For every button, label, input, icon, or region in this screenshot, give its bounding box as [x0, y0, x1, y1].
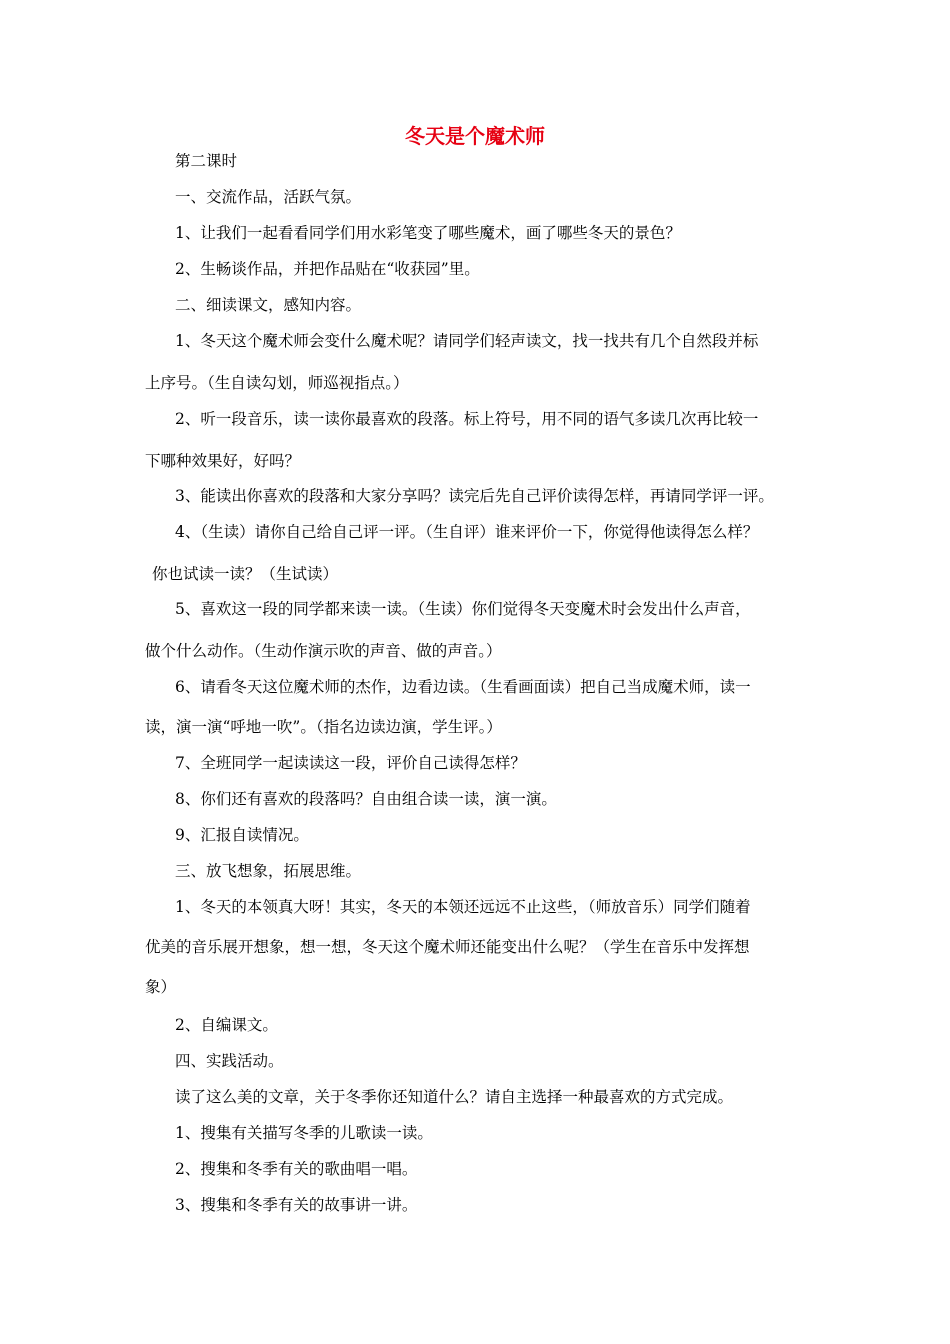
document-title: 冬天是个魔术师 — [405, 124, 545, 148]
section-heading: 四、实践活动。 — [175, 1052, 284, 1070]
paragraph-line: 2、自编课文。 — [175, 1016, 278, 1034]
section-heading: 二、细读课文，感知内容。 — [175, 296, 362, 314]
paragraph-line: 4、（生读）请你自己给自己评一评。（生自评）谁来评价一下，你觉得他读得怎么样？ — [175, 523, 759, 541]
paragraph-line: 5、喜欢这一段的同学都来读一读。（生读）你们觉得冬天变魔术时会发出什么声音， — [175, 600, 751, 618]
paragraph-line: 1、让我们一起看看同学们用水彩笔变了哪些魔术，画了哪些冬天的景色？ — [175, 224, 681, 242]
paragraph-line: 你也试读一读？（生试读） — [152, 565, 339, 583]
paragraph-line: 象） — [145, 978, 177, 996]
section-heading: 一、交流作品，活跃气氛。 — [175, 188, 362, 206]
section-heading: 三、放飞想象，拓展思维。 — [175, 862, 362, 880]
paragraph-line: 读，演一演“呼地一吹”。（指名边读边演，学生评。） — [145, 718, 502, 736]
paragraph-line: 做个什么动作。（生动作演示吹的声音、做的声音。） — [145, 642, 502, 660]
paragraph-line: 1、冬天的本领真大呀！其实，冬天的本领还远远不止这些，（师放音乐）同学们随着 — [175, 898, 751, 916]
paragraph-line: 7、全班同学一起读读这一段，评价自己读得怎样？ — [175, 754, 526, 772]
paragraph-line: 2、听一段音乐，读一读你最喜欢的段落。标上符号，用不同的语气多读几次再比较一 — [175, 410, 759, 428]
paragraph-line: 上序号。（生自读勾划，师巡视指点。） — [145, 374, 409, 392]
paragraph-line: 2、生畅谈作品，并把作品贴在“收获园”里。 — [175, 260, 480, 278]
paragraph-line: 下哪种效果好，好吗？ — [145, 452, 301, 470]
paragraph-line: 读了这么美的文章，关于冬季你还知道什么？请自主选择一种最喜欢的方式完成。 — [175, 1088, 734, 1106]
lesson-label: 第二课时 — [175, 152, 238, 170]
paragraph-line: 2、搜集和冬季有关的歌曲唱一唱。 — [175, 1160, 418, 1178]
paragraph-line: 3、搜集和冬季有关的故事讲一讲。 — [175, 1196, 418, 1214]
paragraph-line: 3、能读出你喜欢的段落和大家分享吗？读完后先自己评价读得怎样，再请同学评一评。 — [175, 487, 774, 505]
paragraph-line: 6、请看冬天这位魔术师的杰作，边看边读。（生看画面读）把自己当成魔术师，读一 — [175, 678, 751, 696]
paragraph-line: 优美的音乐展开想象，想一想，冬天这个魔术师还能变出什么呢？（学生在音乐中发挥想 — [145, 938, 750, 956]
paragraph-line: 9、汇报自读情况。 — [175, 826, 309, 844]
paragraph-line: 8、你们还有喜欢的段落吗？自由组合读一读，演一演。 — [175, 790, 557, 808]
paragraph-line: 1、冬天这个魔术师会变什么魔术呢？请同学们轻声读文，找一找共有几个自然段并标 — [175, 332, 759, 350]
paragraph-line: 1、搜集有关描写冬季的儿歌读一读。 — [175, 1124, 433, 1142]
